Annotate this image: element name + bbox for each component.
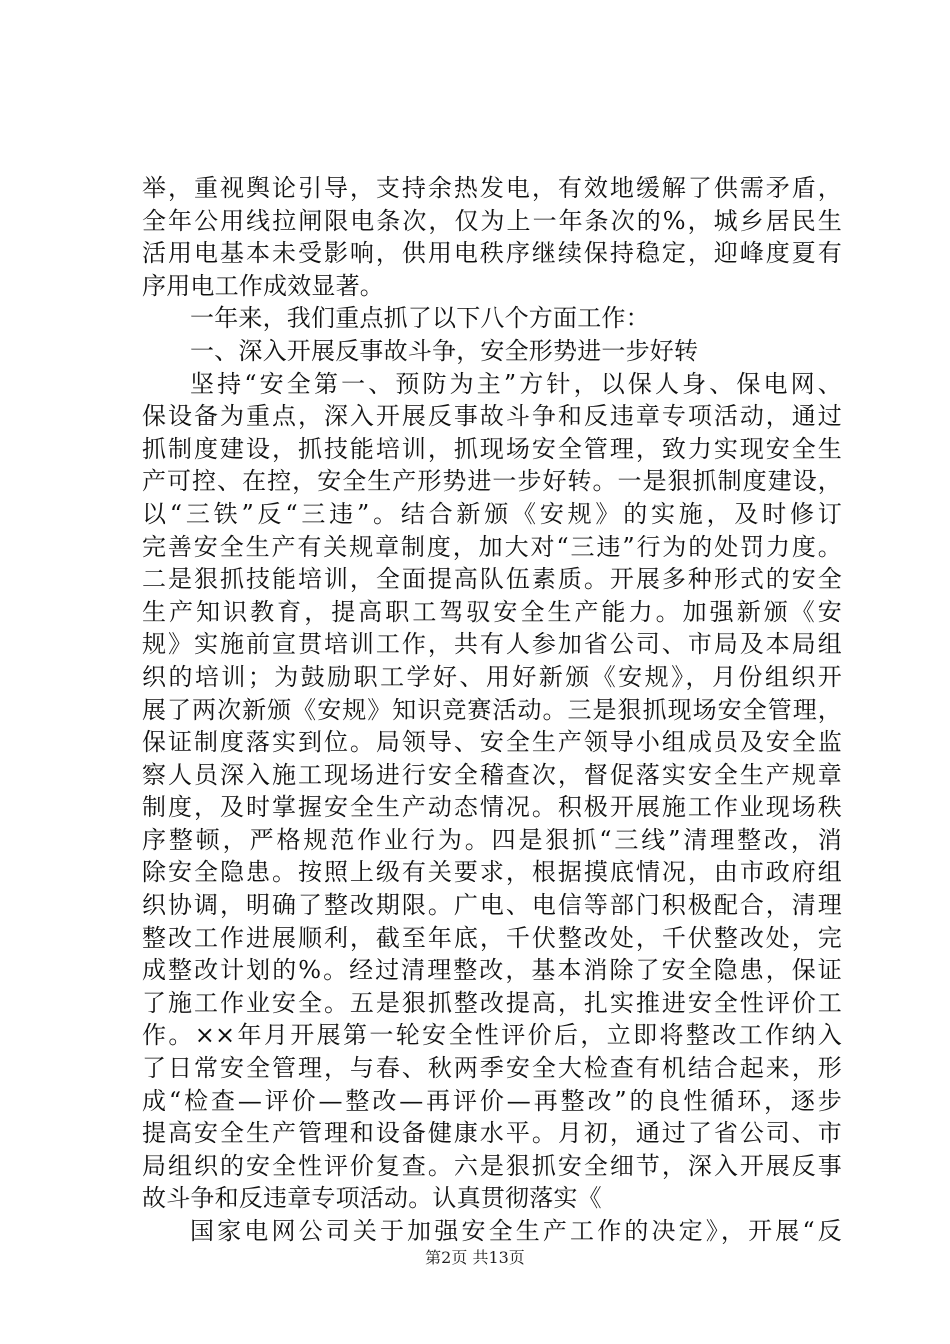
text-line: 察人员深入施工现场进行安全稽查次，督促落实安全生产规章	[142, 760, 842, 789]
page-number: 第2页 共13页	[425, 1248, 525, 1267]
text-line: 了施工作业安全。五是狠抓整改提高，扎实推进安全性评价工	[142, 988, 842, 1017]
text-line: 抓制度建设，抓技能培训，抓现场安全管理，致力实现安全生	[142, 434, 842, 463]
text-line: 局组织的安全性评价复查。六是狠抓安全细节，深入开展反事	[142, 1151, 842, 1180]
text-line: 产可控、在控，安全生产形势进一步好转。一是狠抓制度建设，	[142, 467, 842, 496]
text-line: 规》实施前宣贯培训工作，共有人参加省公司、市局及本局组	[142, 630, 842, 659]
text-line: 完善安全生产有关规章制度，加大对“三违”行为的处罚力度。	[142, 532, 842, 561]
text-line: 展了两次新颁《安规》知识竞赛活动。三是狠抓现场安全管理，	[142, 695, 842, 724]
text-line: 保证制度落实到位。局领导、安全生产领导小组成员及安全监	[142, 728, 842, 757]
text-line: 活用电基本未受影响，供用电秩序继续保持稳定，迎峰度夏有	[142, 239, 842, 268]
text-line: 成“检查—评价—整改—再评价—再整改”的良性循环，逐步	[142, 1086, 842, 1115]
text-line: 以“三铁”反“三违”。结合新颁《安规》的实施，及时修订	[142, 499, 842, 528]
text-line: 提高安全生产管理和设备健康水平。月初，通过了省公司、市	[142, 1119, 842, 1148]
text-line: 坚持“安全第一、预防为主”方针，以保人身、保电网、	[190, 369, 842, 398]
text-line: 成整改计划的%。经过清理整改，基本消除了安全隐患，保证	[142, 956, 842, 985]
page-footer	[0, 1245, 950, 1268]
document-body	[142, 172, 842, 1248]
text-line: 作。××年月开展第一轮安全性评价后，立即将整改工作纳入	[142, 1021, 842, 1050]
text-line: 除安全隐患。按照上级有关要求，根据摸底情况，由市政府组	[142, 858, 842, 887]
text-line: 生产知识教育，提高职工驾驭安全生产能力。加强新颁《安	[142, 597, 842, 626]
text-line: 二是狠抓技能培训，全面提高队伍素质。开展多种形式的安全	[142, 565, 842, 594]
text-line: 了日常安全管理，与春、秋两季安全大检查有机结合起来，形	[142, 1054, 842, 1083]
text-line: 国家电网公司关于加强安全生产工作的决定》，开展“反	[190, 1217, 842, 1245]
text-line: 序整顿，严格规范作业行为。四是狠抓“三线”清理整改，消	[142, 825, 842, 854]
text-line: 序用电工作成效显著。	[142, 271, 384, 300]
text-line: 制度，及时掌握安全生产动态情况。积极开展施工作业现场秩	[142, 793, 842, 822]
paragraph-intro: 一年来，我们重点抓了以下八个方面工作：	[190, 304, 650, 333]
text-line: 举，重视舆论引导，支持余热发电，有效地缓解了供需矛盾，	[142, 174, 842, 202]
text-line: 织的培训；为鼓励职工学好、用好新颁《安规》，月份组织开	[142, 662, 842, 691]
text-line: 全年公用线拉闸限电条次，仅为上一年条次的%，城乡居民生	[142, 206, 842, 235]
text-line: 织协调，明确了整改期限。广电、电信等部门积极配合，清理	[142, 891, 842, 920]
text-line: 保设备为重点，深入开展反事故斗争和反违章专项活动，通过	[142, 402, 842, 431]
text-line: 故斗争和反违章专项活动。认真贯彻落实《	[142, 1184, 602, 1213]
text-line: 整改工作进展顺利，截至年底，千伏整改处，千伏整改处，完	[142, 923, 842, 952]
section-heading: 一、深入开展反事故斗争，安全形势进一步好转	[190, 336, 699, 365]
